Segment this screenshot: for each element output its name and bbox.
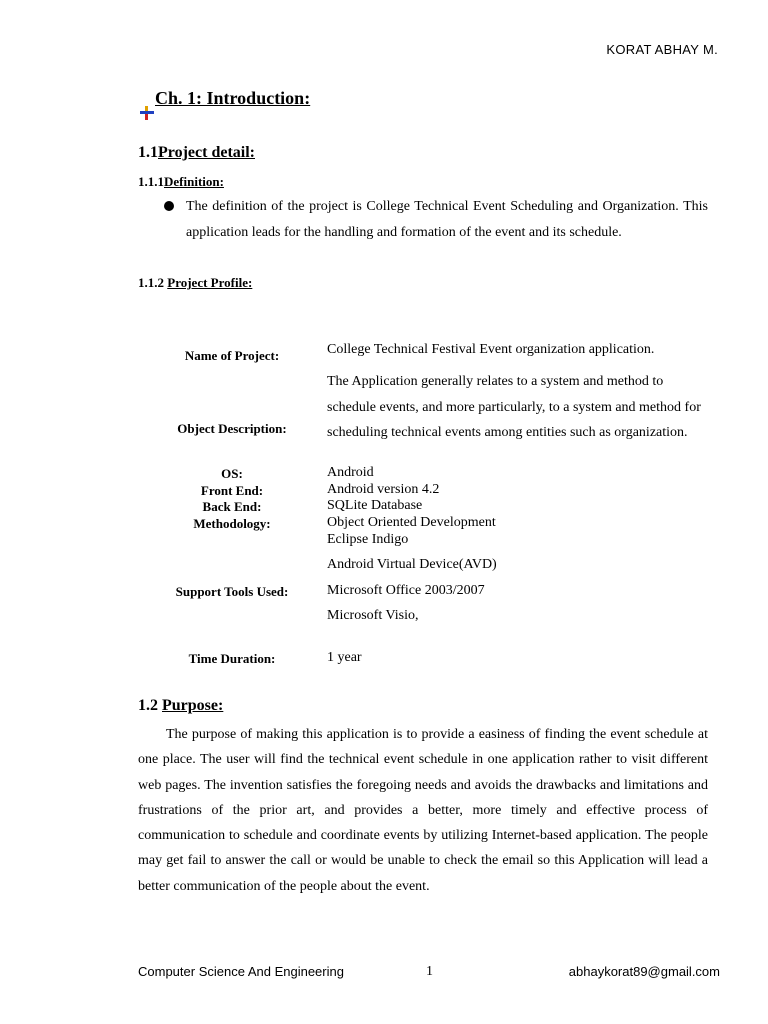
- section-number: 1.1: [138, 144, 158, 161]
- definition-heading: [138, 174, 224, 190]
- name-of-project-label: Name of Project:: [184, 348, 280, 363]
- time-duration-value: 1 year: [327, 650, 362, 665]
- front-end-value: Android version 4.2: [327, 482, 440, 497]
- footer-email: abhaykorat89@gmail.com: [568, 964, 720, 979]
- object-description-value: The Application generally relates to a system and method to schedule events, and more particularly, to a system and method for scheduling technical events among entities such as organization.: [327, 374, 701, 440]
- bullet-icon: [164, 201, 174, 211]
- section-title: Project detail:: [158, 144, 255, 161]
- section-number: 1.2: [138, 697, 162, 714]
- subsection-number: 1.1.2: [138, 275, 168, 290]
- subsection-number: 1.1.1: [138, 174, 164, 189]
- object-description-label: Object Description:: [177, 421, 287, 436]
- methodology-value: Object Oriented Development: [327, 515, 496, 530]
- os-value: Android: [327, 465, 374, 480]
- subsection-title: Project Profile:: [167, 275, 253, 290]
- name-of-project-value: College Technical Festival Event organization application.: [327, 342, 655, 357]
- footer-page-number: 1: [426, 964, 433, 979]
- support-tool-item: Eclipse Indigo: [327, 532, 409, 547]
- chapter-title: Ch. 1: Introduction:: [155, 88, 311, 108]
- subsection-title: Definition:: [164, 174, 224, 189]
- definition-bullet-text: The definition of the project is College Technical Event Scheduling and Organization. This application leads for the handling and formation of the event and its schedule.: [186, 199, 708, 240]
- project-profile-heading: [138, 275, 252, 291]
- time-duration-label: Time Duration:: [188, 651, 276, 666]
- os-label: OS:: [221, 466, 243, 481]
- back-end-label: Back End:: [202, 499, 262, 514]
- support-tool-item: Microsoft Office 2003/2007: [327, 583, 485, 598]
- back-end-value: SQLite Database: [327, 498, 423, 513]
- support-tools-label: Support Tools Used:: [175, 584, 289, 599]
- bookmark-marker-icon: [140, 106, 154, 120]
- section-1-1-heading: [138, 144, 255, 162]
- section-title: Purpose:: [162, 697, 224, 714]
- header-author: KORAT ABHAY M.: [606, 42, 718, 57]
- support-tool-item: Microsoft Visio,: [327, 608, 419, 623]
- front-end-label: Front End:: [200, 483, 264, 498]
- methodology-label: Methodology:: [193, 516, 271, 531]
- footer-department: Computer Science And Engineering: [138, 964, 344, 979]
- support-tool-item: Android Virtual Device(AVD): [327, 557, 497, 572]
- purpose-heading: [138, 697, 223, 715]
- purpose-paragraph: The purpose of making this application is to provide a easiness of finding the event schedule at one place. The user will find the technical event schedule in one application rather to visit different web pages. The invention satisfies the foregoing needs and avoids the drawbacks and limitations and frustrations of the prior art, and provides a better, more timely and effective process of communication to schedule and coordinate events by utilizing Internet-based application. The people may get fail to answer the call or would be unable to check the email so this Application will lead a better communication of the people about the event.: [138, 727, 708, 894]
